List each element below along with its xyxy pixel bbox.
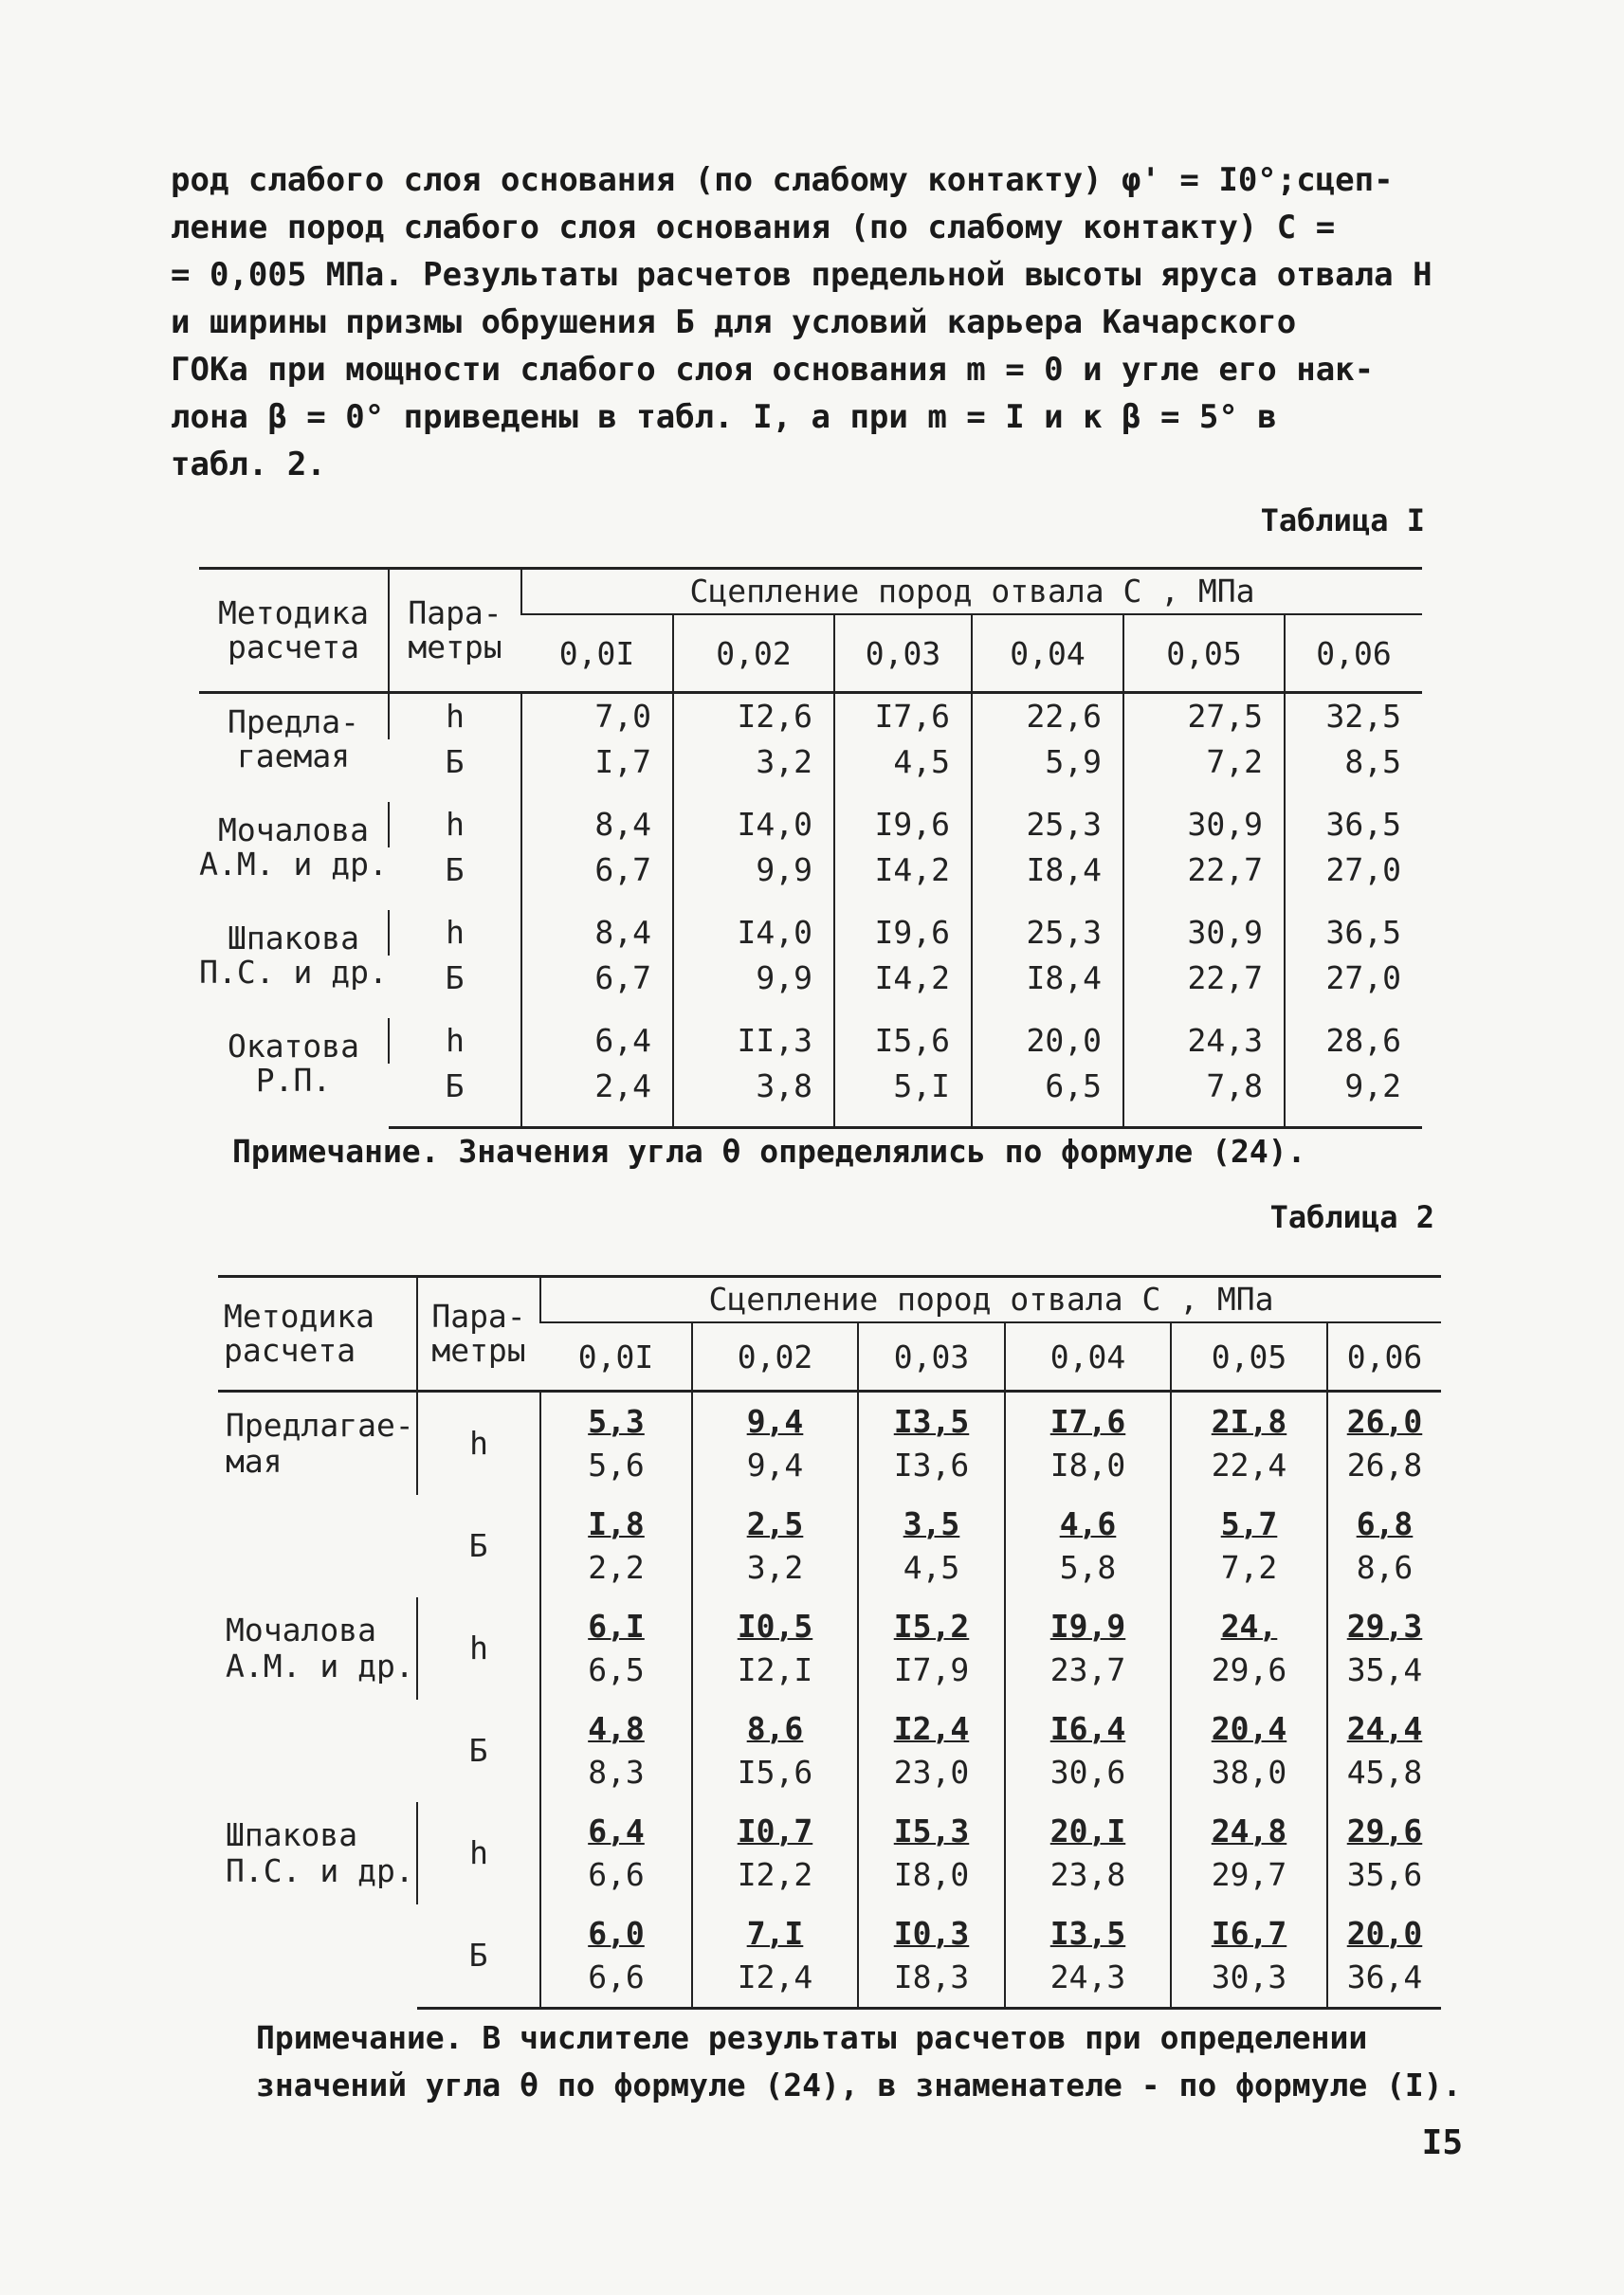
table1-value-cell: 2,4: [521, 1064, 673, 1128]
fraction-denominator: I8,0: [893, 1856, 970, 1893]
table1-param-cell: Б: [445, 851, 465, 888]
table1-col-header: 0,02: [673, 614, 834, 693]
fraction-denominator: I5,6: [737, 1754, 813, 1791]
table2-col-header: 0,04: [1005, 1322, 1171, 1392]
table2-fraction-cell: [1171, 1700, 1327, 1802]
fraction-numerator: 24,: [1220, 1608, 1278, 1645]
table2-fraction-cell: [858, 1495, 1005, 1597]
fraction-numerator: 29,6: [1346, 1812, 1423, 1849]
table1-value-cell: 22,7: [1123, 956, 1285, 1018]
table-1: [199, 567, 1422, 1129]
table1-value-cell: 36,5: [1285, 910, 1422, 956]
table2-fraction-cell: [1327, 1495, 1441, 1597]
table2-method-cell: Шпакова П.С. и др.: [226, 1816, 414, 1889]
table1-col-header: 0,04: [972, 614, 1123, 693]
table1-value-cell: I8,4: [972, 956, 1123, 1018]
fraction-numerator: I3,5: [1049, 1915, 1126, 1952]
table2-fraction-cell: [1005, 1392, 1171, 1496]
fraction-denominator: 36,4: [1346, 1958, 1423, 1995]
fraction-numerator: I9,9: [1049, 1608, 1126, 1645]
fraction-numerator: 2,5: [746, 1505, 804, 1542]
fraction-numerator: 26,0: [1346, 1403, 1423, 1440]
table2-fraction-cell: [858, 1597, 1005, 1700]
table1-value-cell: 30,9: [1123, 802, 1285, 847]
fraction-numerator: 7,I: [746, 1915, 804, 1952]
fraction-denominator: 38,0: [1211, 1754, 1287, 1791]
table2-head-group: Сцепление пород отвала C , МПа: [540, 1277, 1441, 1323]
table2-fraction-cell: [1171, 1802, 1327, 1904]
para-line: ГОКа при мощности слабого слоя основания m = 0 и угле его нак-: [171, 351, 1375, 389]
table2-fraction-cell: [1005, 1802, 1171, 1904]
table2-note-line: значений угла θ по формуле (24), в знаменателе - по формуле (I).: [256, 2067, 1462, 2104]
table2-fraction-cell: [1327, 1597, 1441, 1700]
table1-value-cell: 3,2: [673, 739, 834, 802]
table1-value-cell: 8,5: [1285, 739, 1422, 802]
table1-value-cell: I8,4: [972, 847, 1123, 910]
table2-fraction-cell: [1327, 1904, 1441, 2009]
table1-value-cell: 4,5: [834, 739, 972, 802]
table1-value-cell: 6,7: [521, 956, 673, 1018]
table1-param-cell: h: [389, 693, 521, 740]
table1-value-cell: 36,5: [1285, 802, 1422, 847]
table1-method-cell: Окатова Р.П.: [227, 1028, 360, 1099]
table2-fraction-cell: [540, 1495, 692, 1597]
table2-col-header: 0,0I: [540, 1322, 692, 1392]
table2-fraction-cell: [858, 1802, 1005, 1904]
table1-head-param: Пара-метры: [389, 569, 521, 693]
fraction-numerator: 2I,8: [1211, 1403, 1287, 1440]
table1-value-cell: I4,0: [673, 802, 834, 847]
table1-value-cell: 22,7: [1123, 847, 1285, 910]
table2-param-cell: Б: [468, 1527, 488, 1564]
fraction-numerator: 4,8: [588, 1710, 645, 1747]
table1-method-cell: Шпакова П.С. и др.: [199, 920, 388, 991]
para-line: ление пород слабого слоя основания (по слабому контакту) C =: [171, 209, 1336, 246]
table1-value-cell: 5,9: [972, 739, 1123, 802]
fraction-denominator: 23,0: [893, 1754, 970, 1791]
fraction-denominator: 4,5: [903, 1549, 960, 1586]
fraction-denominator: 9,4: [746, 1447, 804, 1484]
table2-fraction-cell: [692, 1700, 858, 1802]
table1-value-cell: 9,9: [673, 956, 834, 1018]
table2-col-header: 0,02: [692, 1322, 858, 1392]
fraction-numerator: 24,4: [1346, 1710, 1423, 1747]
table1-value-cell: 7,8: [1123, 1064, 1285, 1128]
table2-fraction-cell: [1005, 1700, 1171, 1802]
table2-fraction-cell: [540, 1392, 692, 1496]
fraction-numerator: I5,3: [893, 1812, 970, 1849]
table2-col-header: 0,06: [1327, 1322, 1441, 1392]
fraction-denominator: 26,8: [1346, 1447, 1423, 1484]
fraction-denominator: 6,5: [588, 1651, 645, 1688]
table1-value-cell: I4,0: [673, 910, 834, 956]
fraction-numerator: I0,3: [893, 1915, 970, 1952]
table2-fraction-cell: [692, 1904, 858, 2009]
fraction-denominator: 6,6: [588, 1958, 645, 1995]
fraction-denominator: 45,8: [1346, 1754, 1423, 1791]
fraction-denominator: I7,9: [893, 1651, 970, 1688]
fraction-numerator: I6,7: [1211, 1915, 1287, 1952]
fraction-numerator: 6,4: [588, 1812, 645, 1849]
table2-col-header: 0,03: [858, 1322, 1005, 1392]
fraction-numerator: I7,6: [1049, 1403, 1126, 1440]
table2-fraction-cell: [1005, 1495, 1171, 1597]
fraction-numerator: 20,4: [1211, 1710, 1287, 1747]
fraction-denominator: 23,7: [1049, 1651, 1126, 1688]
table-2: [218, 1275, 1441, 2010]
table1-value-cell: I,7: [521, 739, 673, 802]
table2-method-cell: Мочалова А.М. и др.: [226, 1612, 414, 1685]
table2-fraction-cell: [540, 1700, 692, 1802]
table2-fraction-cell: [1005, 1904, 1171, 2009]
fraction-numerator: 4,6: [1059, 1505, 1117, 1542]
table1-value-cell: 24,3: [1123, 1018, 1285, 1064]
fraction-denominator: 22,4: [1211, 1447, 1287, 1484]
table1-value-cell: I4,2: [834, 847, 972, 910]
table2-fraction-cell: [1327, 1700, 1441, 1802]
table2-fraction-cell: [692, 1597, 858, 1700]
table1-value-cell: II,3: [673, 1018, 834, 1064]
table1-value-cell: 25,3: [972, 910, 1123, 956]
fraction-denominator: 30,3: [1211, 1958, 1287, 1995]
table2-head-method: Методика расчета: [218, 1277, 417, 1392]
table1-note: Примечание. Значения угла θ определялись по формуле (24).: [232, 1133, 1306, 1170]
fraction-numerator: 5,3: [588, 1403, 645, 1440]
fraction-numerator: 5,7: [1220, 1505, 1278, 1542]
fraction-denominator: I3,6: [893, 1447, 970, 1484]
table1-value-cell: 28,6: [1285, 1018, 1422, 1064]
intro-paragraph: [171, 156, 1432, 488]
table1-value-cell: 32,5: [1285, 693, 1422, 740]
fraction-numerator: 8,6: [746, 1710, 804, 1747]
table1-value-cell: 6,4: [521, 1018, 673, 1064]
table1-value-cell: 7,0: [521, 693, 673, 740]
table2-fraction-cell: [540, 1597, 692, 1700]
table1-param-cell: h: [389, 1018, 521, 1064]
table2-method-cell: Предлагае-мая: [218, 1392, 417, 1598]
fraction-numerator: 3,5: [903, 1505, 960, 1542]
table2-fraction-cell: [540, 1802, 692, 1904]
fraction-numerator: 20,I: [1049, 1812, 1126, 1849]
fraction-denominator: 3,2: [746, 1549, 804, 1586]
table2-param-cell: Б: [468, 1732, 488, 1769]
table1-col-header: 0,05: [1123, 614, 1285, 693]
table1-value-cell: 9,9: [673, 847, 834, 910]
fraction-numerator: 6,I: [588, 1608, 645, 1645]
fraction-numerator: I5,2: [893, 1608, 970, 1645]
table1-value-cell: I5,6: [834, 1018, 972, 1064]
table1-value-cell: 27,0: [1285, 847, 1422, 910]
table1-value-cell: I4,2: [834, 956, 972, 1018]
table1-param-cell: Б: [389, 1064, 521, 1128]
fraction-denominator: I8,3: [893, 1958, 970, 1995]
table1-value-cell: 6,5: [972, 1064, 1123, 1128]
fraction-denominator: I8,0: [1049, 1447, 1126, 1484]
table1-value-cell: 5,I: [834, 1064, 972, 1128]
table2-fraction-cell: [540, 1904, 692, 2009]
table2-fraction-cell: [692, 1802, 858, 1904]
fraction-numerator: I0,7: [737, 1812, 813, 1849]
table2-fraction-cell: [1171, 1495, 1327, 1597]
table1-method-cell: Мочалова А.М. и др.: [199, 811, 388, 883]
table1-head-group: Сцепление пород отвала C , МПа: [521, 569, 1422, 615]
table1-value-cell: 8,4: [521, 802, 673, 847]
table2-fraction-cell: [692, 1495, 858, 1597]
para-line: род слабого слоя основания (по слабому контакту) φ' = I0°;сцеп-: [171, 161, 1394, 199]
para-line: лона β = 0° приведены в табл. I, а при m = I и к β = 5° в: [171, 398, 1277, 436]
fraction-numerator: 6,0: [588, 1915, 645, 1952]
table1-col-header: 0,0I: [521, 614, 673, 693]
table1-value-cell: 20,0: [972, 1018, 1123, 1064]
table1-value-cell: 3,8: [673, 1064, 834, 1128]
fraction-numerator: I6,4: [1049, 1710, 1126, 1747]
fraction-denominator: 29,7: [1211, 1856, 1287, 1893]
fraction-numerator: I,8: [588, 1505, 645, 1542]
table1-value-cell: 30,9: [1123, 910, 1285, 956]
table1-value-cell: 25,3: [972, 802, 1123, 847]
table1-value-cell: I7,6: [834, 693, 972, 740]
table2-fraction-cell: [858, 1700, 1005, 1802]
table1-head-method: Методика расчета: [199, 569, 389, 693]
fraction-denominator: 7,2: [1220, 1549, 1278, 1586]
page-number: I5: [1421, 2123, 1463, 2162]
para-line: табл. 2.: [171, 446, 326, 483]
fraction-denominator: 6,6: [588, 1856, 645, 1893]
fraction-denominator: I2,4: [737, 1958, 813, 1995]
table2-head-param: Пара-метры: [417, 1277, 540, 1392]
table2-note: [256, 2014, 1462, 2109]
table2-param-cell: h: [417, 1392, 540, 1496]
fraction-numerator: I0,5: [737, 1608, 813, 1645]
fraction-numerator: 9,4: [746, 1403, 804, 1440]
fraction-denominator: 8,3: [588, 1754, 645, 1791]
table2-fraction-cell: [1327, 1392, 1441, 1496]
table2-fraction-cell: [1171, 1392, 1327, 1496]
table1-value-cell: 27,0: [1285, 956, 1422, 1018]
fraction-denominator: 35,6: [1346, 1856, 1423, 1893]
fraction-denominator: 23,8: [1049, 1856, 1126, 1893]
fraction-denominator: 2,2: [588, 1549, 645, 1586]
fraction-denominator: 24,3: [1049, 1958, 1126, 1995]
table1-value-cell: 9,2: [1285, 1064, 1422, 1128]
table2-fraction-cell: [1005, 1597, 1171, 1700]
table2-fraction-cell: [1327, 1802, 1441, 1904]
table2-param-cell: h: [417, 1802, 540, 1904]
table1-param-cell: h: [389, 910, 521, 956]
table1-value-cell: I9,6: [834, 910, 972, 956]
table1-col-header: 0,06: [1285, 614, 1422, 693]
fraction-denominator: 8,6: [1356, 1549, 1414, 1586]
table1-caption: Таблица I: [1260, 502, 1425, 538]
fraction-numerator: 20,0: [1346, 1915, 1423, 1952]
fraction-numerator: 29,3: [1346, 1608, 1423, 1645]
table2-fraction-cell: [858, 1392, 1005, 1496]
table1-value-cell: I2,6: [673, 693, 834, 740]
fraction-numerator: 24,8: [1211, 1812, 1287, 1849]
fraction-numerator: I3,5: [893, 1403, 970, 1440]
table2-col-header: 0,05: [1171, 1322, 1327, 1392]
table2-caption: Таблица 2: [1269, 1199, 1434, 1235]
fraction-denominator: 29,6: [1211, 1651, 1287, 1688]
fraction-denominator: I2,I: [737, 1651, 813, 1688]
table2-fraction-cell: [858, 1904, 1005, 2009]
fraction-denominator: 5,6: [588, 1447, 645, 1484]
table2-fraction-cell: [1171, 1904, 1327, 2009]
fraction-denominator: 5,8: [1059, 1549, 1117, 1586]
para-line: и ширины призмы обрушения Б для условий карьера Качарского: [171, 303, 1297, 341]
table1-value-cell: 27,5: [1123, 693, 1285, 740]
table1-col-header: 0,03: [834, 614, 972, 693]
table2-fraction-cell: [692, 1392, 858, 1496]
table1-param-cell: h: [389, 802, 521, 847]
table2-param-cell: Б: [417, 1904, 540, 2009]
table1-value-cell: 6,7: [521, 847, 673, 910]
table2-fraction-cell: [1171, 1597, 1327, 1700]
fraction-numerator: I2,4: [893, 1710, 970, 1747]
table2-note-line: Примечание. В числителе результаты расчетов при определении: [256, 2019, 1368, 2056]
fraction-denominator: 30,6: [1049, 1754, 1126, 1791]
table1-method-cell: Предла-гаемая: [199, 693, 389, 803]
fraction-denominator: 35,4: [1346, 1651, 1423, 1688]
table1-param-cell: Б: [445, 959, 465, 996]
fraction-denominator: I2,2: [737, 1856, 813, 1893]
table1-value-cell: 8,4: [521, 910, 673, 956]
table1-value-cell: 22,6: [972, 693, 1123, 740]
para-line: = 0,005 МПа. Результаты расчетов предельной высоты яруса отвала H: [171, 256, 1432, 294]
table1-param-cell: Б: [445, 743, 465, 780]
table1-value-cell: I9,6: [834, 802, 972, 847]
fraction-numerator: 6,8: [1356, 1505, 1414, 1542]
table1-value-cell: 7,2: [1123, 739, 1285, 802]
table2-param-cell: h: [417, 1597, 540, 1700]
